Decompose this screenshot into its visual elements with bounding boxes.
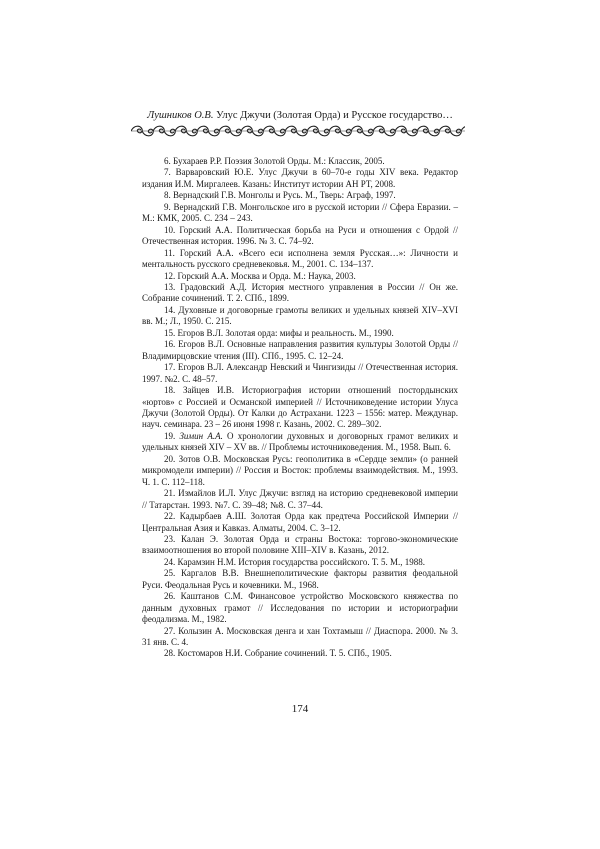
reference-number: 9. [164,201,171,212]
reference-item [142,248,458,271]
reference-number: 13. [164,281,176,292]
reference-list [142,156,458,660]
reference-number: 12. [164,270,176,281]
reference-number: 26. [164,591,176,602]
reference-item [142,648,458,659]
reference-item [142,557,458,568]
reference-item [142,328,458,339]
reference-text: Духовные и договорные грамоты великих и удельных князей XIV–XVI вв. М.; Л., 1950. С. 215. [142,304,458,327]
reference-number: 14. [164,304,176,315]
reference-number: 17. [164,362,176,373]
running-head-title: Улус Джучи (Золотая Орда) и Русское государство… [213,110,453,121]
reference-number: 10. [164,224,176,235]
reference-text: Измайлов И.Л. Улус Джучи: взгляд на историю средневековой империи // Татарстан. 1993. №7. С. 39–48; №8. С. 37–44. [142,488,458,510]
reference-item [142,385,458,431]
reference-text: Кадырбаев А.Ш. Золотая Орда как предтеча Российской Империи // Центральная Азия и Кавказ. Алматы, 2004. С. 3–12. [142,511,458,533]
reference-item [142,190,458,201]
reference-item [142,305,458,328]
reference-text: Зотов О.В. Московская Русь: геополитика в «Сердце земли» (о ранней микромодели империи) // Россия и Восток: проблемы взаимодействия. М., 1993. Ч. 1. С. 112–118. [142,453,458,487]
reference-text: Варваровский Ю.Е. Улус Джучи в 60–70-е годы XIV века. Редактор издания И.М. Миргалеев. Казань: Институт истории АН РТ, 2008. [142,167,458,189]
reference-text: Калан Э. Золотая Орда и страны Востока: торгово-экономические взаимоотношения во второй половине XIII–XIV в. Казань, 2012. [142,533,458,556]
reference-text: Вернадский Г.В. Монголы и Русь. М., Тверь: Аграф, 1997. [173,190,396,201]
reference-item [142,202,458,225]
reference-number: 22. [164,511,176,522]
ornamental-divider [131,125,465,137]
reference-number: 28. [164,648,176,659]
reference-text: Вернадский Г.В. Монгольское иго в русской истории // Сфера Евразии. – М.: КМК, 2005. С. 234 – 243. [142,201,459,224]
reference-number: 21. [164,488,176,499]
reference-text: Горский А.А. «Всего еси исполнена земля Русская…»: Личности и ментальность русского средневековья. М., 2001. С. 134–137. [142,247,458,270]
reference-text: Каргалов В.В. Внешнеполитические факторы развития феодальной Руси. Феодальная Русь и кочевники. М., 1968. [142,568,458,590]
reference-item [142,225,458,248]
reference-number: 11. [164,247,175,258]
reference-item [142,271,458,282]
reference-text: Горский А.А. Москва и Орда. М.: Наука, 2003. [177,270,356,281]
reference-item [142,431,458,454]
reference-text: Карамзин Н.М. История государства российского. Т. 5. М., 1988. [177,556,425,567]
reference-number: 15. [164,327,176,338]
reference-number: 27. [164,625,176,636]
reference-number: 24. [164,556,176,567]
reference-item [142,167,458,190]
reference-item [142,156,458,167]
reference-text: Егоров В.Л. Золотая орда: мифы и реальность. М., 1990. [177,327,394,338]
reference-text: Градовский А.Д. История местного управления в России // Он же. Собрание сочинений. Т. 2. СПб., 1899. [142,281,458,304]
reference-number: 20. [164,453,176,464]
reference-item [142,454,458,488]
reference-text: Бухараев Р.Р. Поэзия Золотой Орды. М.: Классик, 2005. [173,156,385,166]
reference-text: Егоров В.Л. Александр Невский и Чингизиды // Отечественная история. 1997. №2. С. 48–57. [142,362,458,384]
reference-author: Зимин А.А. [179,430,223,441]
reference-item [142,534,458,557]
reference-item [142,511,458,534]
reference-text: Зайцев И.В. Историография истории отношений постордынских «юртов» с Россией и Османской империей // Источниковедение истории Улуса Джучи (Золотой Орды). От Калки до Астрахани. 1223 – 1556: матер. Междунар. науч. семинара. 23 – 26 июня 1998 г. Казань, 2002. С. 289–302. [142,385,459,430]
reference-number: 19. [164,430,176,441]
reference-item [142,568,458,591]
reference-item [142,591,458,625]
reference-number: 18. [164,385,176,396]
reference-item [142,282,458,305]
running-head-author: Лушников О.В. [147,110,214,121]
reference-item [142,362,458,385]
reference-item [142,339,458,362]
reference-text: Егоров В.Л. Основные направления развития культуры Золотой Орды // Владимирцовские чтения (III). СПб., 1995. С. 12–24. [142,339,458,361]
reference-number: 23. [164,533,176,544]
reference-number: 25. [164,568,176,579]
reference-text: Каштанов С.М. Финансовое устройство Московского княжества по данным духовных грамот // Исследования по истории и историографии феодализма. М., 1982. [142,591,458,625]
reference-text: Колызин А. Московская денга и хан Тохтамыш // Диаспора. 2000. № 3. 31 янв. С. 4. [142,625,458,648]
reference-number: 16. [164,339,176,350]
reference-number: 8. [164,190,171,201]
reference-number: 7. [164,167,171,178]
reference-text: Горский А.А. Политическая борьба на Руси и отношения с Ордой // Отечественная история. 1996. № 3. С. 74–92. [142,224,459,247]
running-head [0,110,600,122]
reference-item [142,488,458,511]
page-number: 174 [291,703,309,715]
reference-text: О хронологии духовных и договорных грамот великих и удельных князей XIV – XV вв. // Проблемы источниковедения. М., 1958. Вып. 6. [142,430,458,453]
reference-number: 6. [164,156,171,166]
reference-text: Костомаров Н.И. Собрание сочинений. Т. 5. СПб., 1905. [177,648,392,659]
reference-item [142,626,458,649]
